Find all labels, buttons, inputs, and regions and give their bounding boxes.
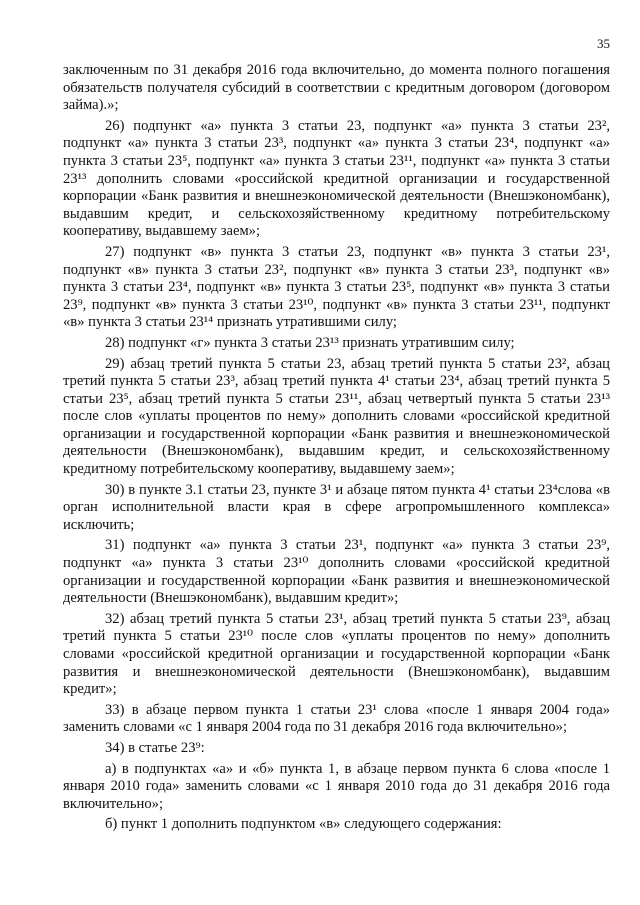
paragraph-item-32: 32) абзац третий пункта 5 статьи 23¹, абзац третий пункта 5 статьи 23⁹, абзац третий пункта 5 статьи 23¹⁰ после слов «уплаты процентов по нему» дополнить словами «российской кредитной организации и государственной корпорации «Банк развития и внешнеэкономической деятельности (Внешэкономбанк), выдавшим кредит»; (63, 610, 610, 698)
paragraph-continuation: заключенным по 31 декабря 2016 года включительно, до момента полного погашения обязательств получателя субсидий в соответствии с кредитным договором (договором займа).»; (63, 62, 610, 114)
paragraph-item-31: 31) подпункт «а» пункта 3 статьи 23¹, подпункт «а» пункта 3 статьи 23⁹, подпункт «а» пункта 3 статьи 23¹⁰ дополнить словами «российской кредитной организации и государственной корпорации «Банк развития и внешнеэкономической деятельности (Внешэкономбанк), выдавшим кредит»; (63, 537, 610, 607)
paragraph-item-33: 33) в абзаце первом пункта 1 статьи 23¹ слова «после 1 января 2004 года» заменить словами «с 1 января 2004 года по 31 декабря 2016 года включительно»; (63, 701, 610, 736)
paragraph-item-34-a: а) в подпунктах «а» и «б» пункта 1, в абзаце первом пункта 6 слова «после 1 января 2010 года» заменить словами «с 1 января 2010 года до 31 декабря 2016 года включительно»; (63, 760, 610, 812)
page-number: 35 (597, 36, 610, 51)
paragraph-item-26: 26) подпункт «а» пункта 3 статьи 23, подпункт «а» пункта 3 статьи 23², подпункт «а» пункта 3 статьи 23³, подпункт «а» пункта 3 статьи 23⁴, подпункт «а» пункта 3 статьи 23⁵, подпункт «а» пункта 3 статьи 23¹¹, подпункт «а» пункта 3 статьи 23¹³ дополнить словами «российской кредитной организации и государственной корпорации «Банк развития и внешнеэкономической деятельности (Внешэкономбанк), выдавшим кредит, и сельскохозяйственному кредитному потребительскому кооперативу, выдавшему заем»; (63, 117, 610, 240)
paragraph-item-34: 34) в статье 23⁹: (105, 739, 205, 756)
paragraph-item-30: 30) в пункте 3.1 статьи 23, пункте 3¹ и абзаце пятом пункта 4¹ статьи 23⁴слова «в орган исполнительной власти края в сфере агропромышленного комплекса» исключить; (63, 481, 610, 533)
document-body (63, 62, 610, 837)
paragraph-item-27: 27) подпункт «в» пункта 3 статьи 23, подпункт «в» пункта 3 статьи 23¹, подпункт «в» пункта 3 статьи 23², подпункт «в» пункта 3 статьи 23³, подпункт «в» пункта 3 статьи 23⁴, подпункт «в» пункта 3 статьи 23⁵, подпункт «в» пункта 3 статьи 23⁹, подпункт «в» пункта 3 статьи 23¹⁰, подпункт «в» пункта 3 статьи 23¹¹, подпункт «в» пункта 3 статьи 23¹⁴ признать утратившими силу; (63, 243, 610, 331)
paragraph-item-28: 28) подпункт «г» пункта 3 статьи 23¹³ признать утратившим силу; (105, 334, 515, 351)
paragraph-item-34-b: б) пункт 1 дополнить подпунктом «в» следующего содержания: (105, 816, 502, 833)
paragraph-item-29: 29) абзац третий пункта 5 статьи 23, абзац третий пункта 5 статьи 23², абзац третий пункта 5 статьи 23³, абзац третий пункта 4¹ статьи 23⁴, абзац третий пункта 5 статьи 23⁵, абзац третий пункта 5 статьи 23¹¹, абзац четвертый пункта 5 статьи 23¹³ после слов «уплаты процентов по нему» дополнить словами «российской кредитной организации и государственной корпорации «Банк развития и внешнеэкономической деятельности (Внешэкономбанк), выдавшим кредит, и сельскохозяйственному кредитному потребительскому кооперативу, выдавшему заем»; (63, 355, 610, 478)
